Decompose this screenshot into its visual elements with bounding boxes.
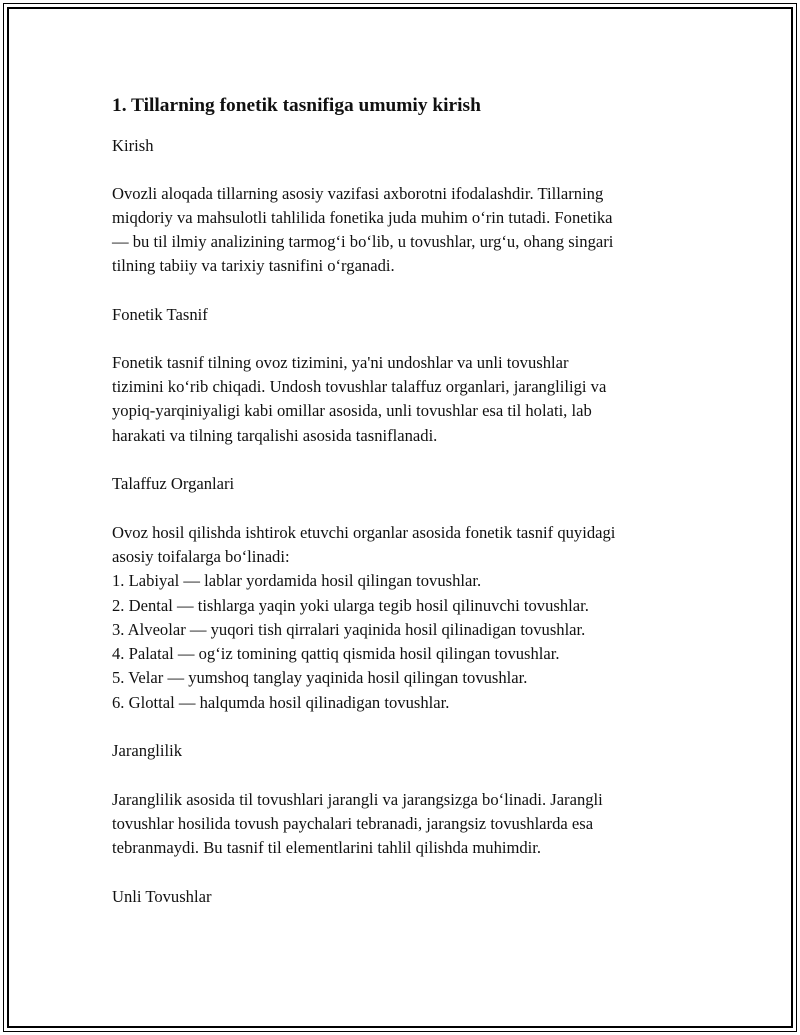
paragraph-line: tilning tabiiy va tarixiy tasnifini o‘rganadi. — [112, 256, 395, 275]
section-heading: Kirish — [112, 136, 154, 155]
paragraph-line: Ovozli aloqada tillarning asosiy vazifasi axborotni ifodalashdir. Tillarning — [112, 184, 604, 203]
list-item: 4. Palatal — og‘iz tomining qattiq qismida hosil qilingan tovushlar. — [112, 644, 560, 663]
paragraph-line: yopiq-yarqiniyaligi kabi omillar asosida, unli tovushlar esa til holati, lab — [112, 401, 592, 420]
document-title: 1. Tillarning fonetik tasnifiga umumiy kirish — [112, 95, 481, 116]
paragraph-line: Jaranglilik asosida til tovushlari jarangli va jarangsizga bo‘linadi. Jarangli — [112, 790, 603, 809]
paragraph-line: asosiy toifalarga bo‘linadi: — [112, 547, 290, 566]
page-border — [7, 7, 793, 1028]
paragraph-line: Ovoz hosil qilishda ishtirok etuvchi organlar asosida fonetik tasnif quyidagi — [112, 523, 616, 542]
list-item: 5. Velar — yumshoq tanglay yaqinida hosil qilingan tovushlar. — [112, 668, 528, 687]
list-item: 1. Labiyal — lablar yordamida hosil qilingan tovushlar. — [112, 571, 482, 590]
paragraph-line: Fonetik tasnif tilning ovoz tizimini, ya'ni undoshlar va unli tovushlar — [112, 353, 569, 372]
list-item: 3. Alveolar — yuqori tish qirralari yaqinida hosil qilinadigan tovushlar. — [112, 620, 586, 639]
paragraph-line: miqdoriy va mahsulotli tahlilida fonetika juda muhim o‘rin tutadi. Fonetika — [112, 208, 613, 227]
list-item: 6. Glottal — halqumda hosil qilinadigan tovushlar. — [112, 693, 450, 712]
paragraph-line: — bu til ilmiy analizining tarmog‘i bo‘lib, u tovushlar, urg‘u, ohang singari — [112, 232, 614, 251]
paragraph-line: tovushlar hosilida tovush paychalari tebranadi, jarangsiz tovushlarda esa — [112, 814, 594, 833]
paragraph-line: harakati va tilning tarqalishi asosida tasniflanadi. — [112, 426, 438, 445]
paragraph-line: tizimini ko‘rib chiqadi. Undosh tovushlar talaffuz organlari, jarangliligi va — [112, 377, 607, 396]
section-heading: Fonetik Tasnif — [112, 305, 208, 324]
paragraph-line: tebranmaydi. Bu tasnif til elementlarini tahlil qilishda muhimdir. — [112, 838, 542, 857]
list-item: 2. Dental — tishlarga yaqin yoki ularga tegib hosil qilinuvchi tovushlar. — [112, 596, 589, 615]
section-heading: Talaffuz Organlari — [112, 474, 235, 493]
section-heading: Jaranglilik — [112, 741, 183, 760]
section-heading: Unli Tovushlar — [112, 887, 212, 906]
